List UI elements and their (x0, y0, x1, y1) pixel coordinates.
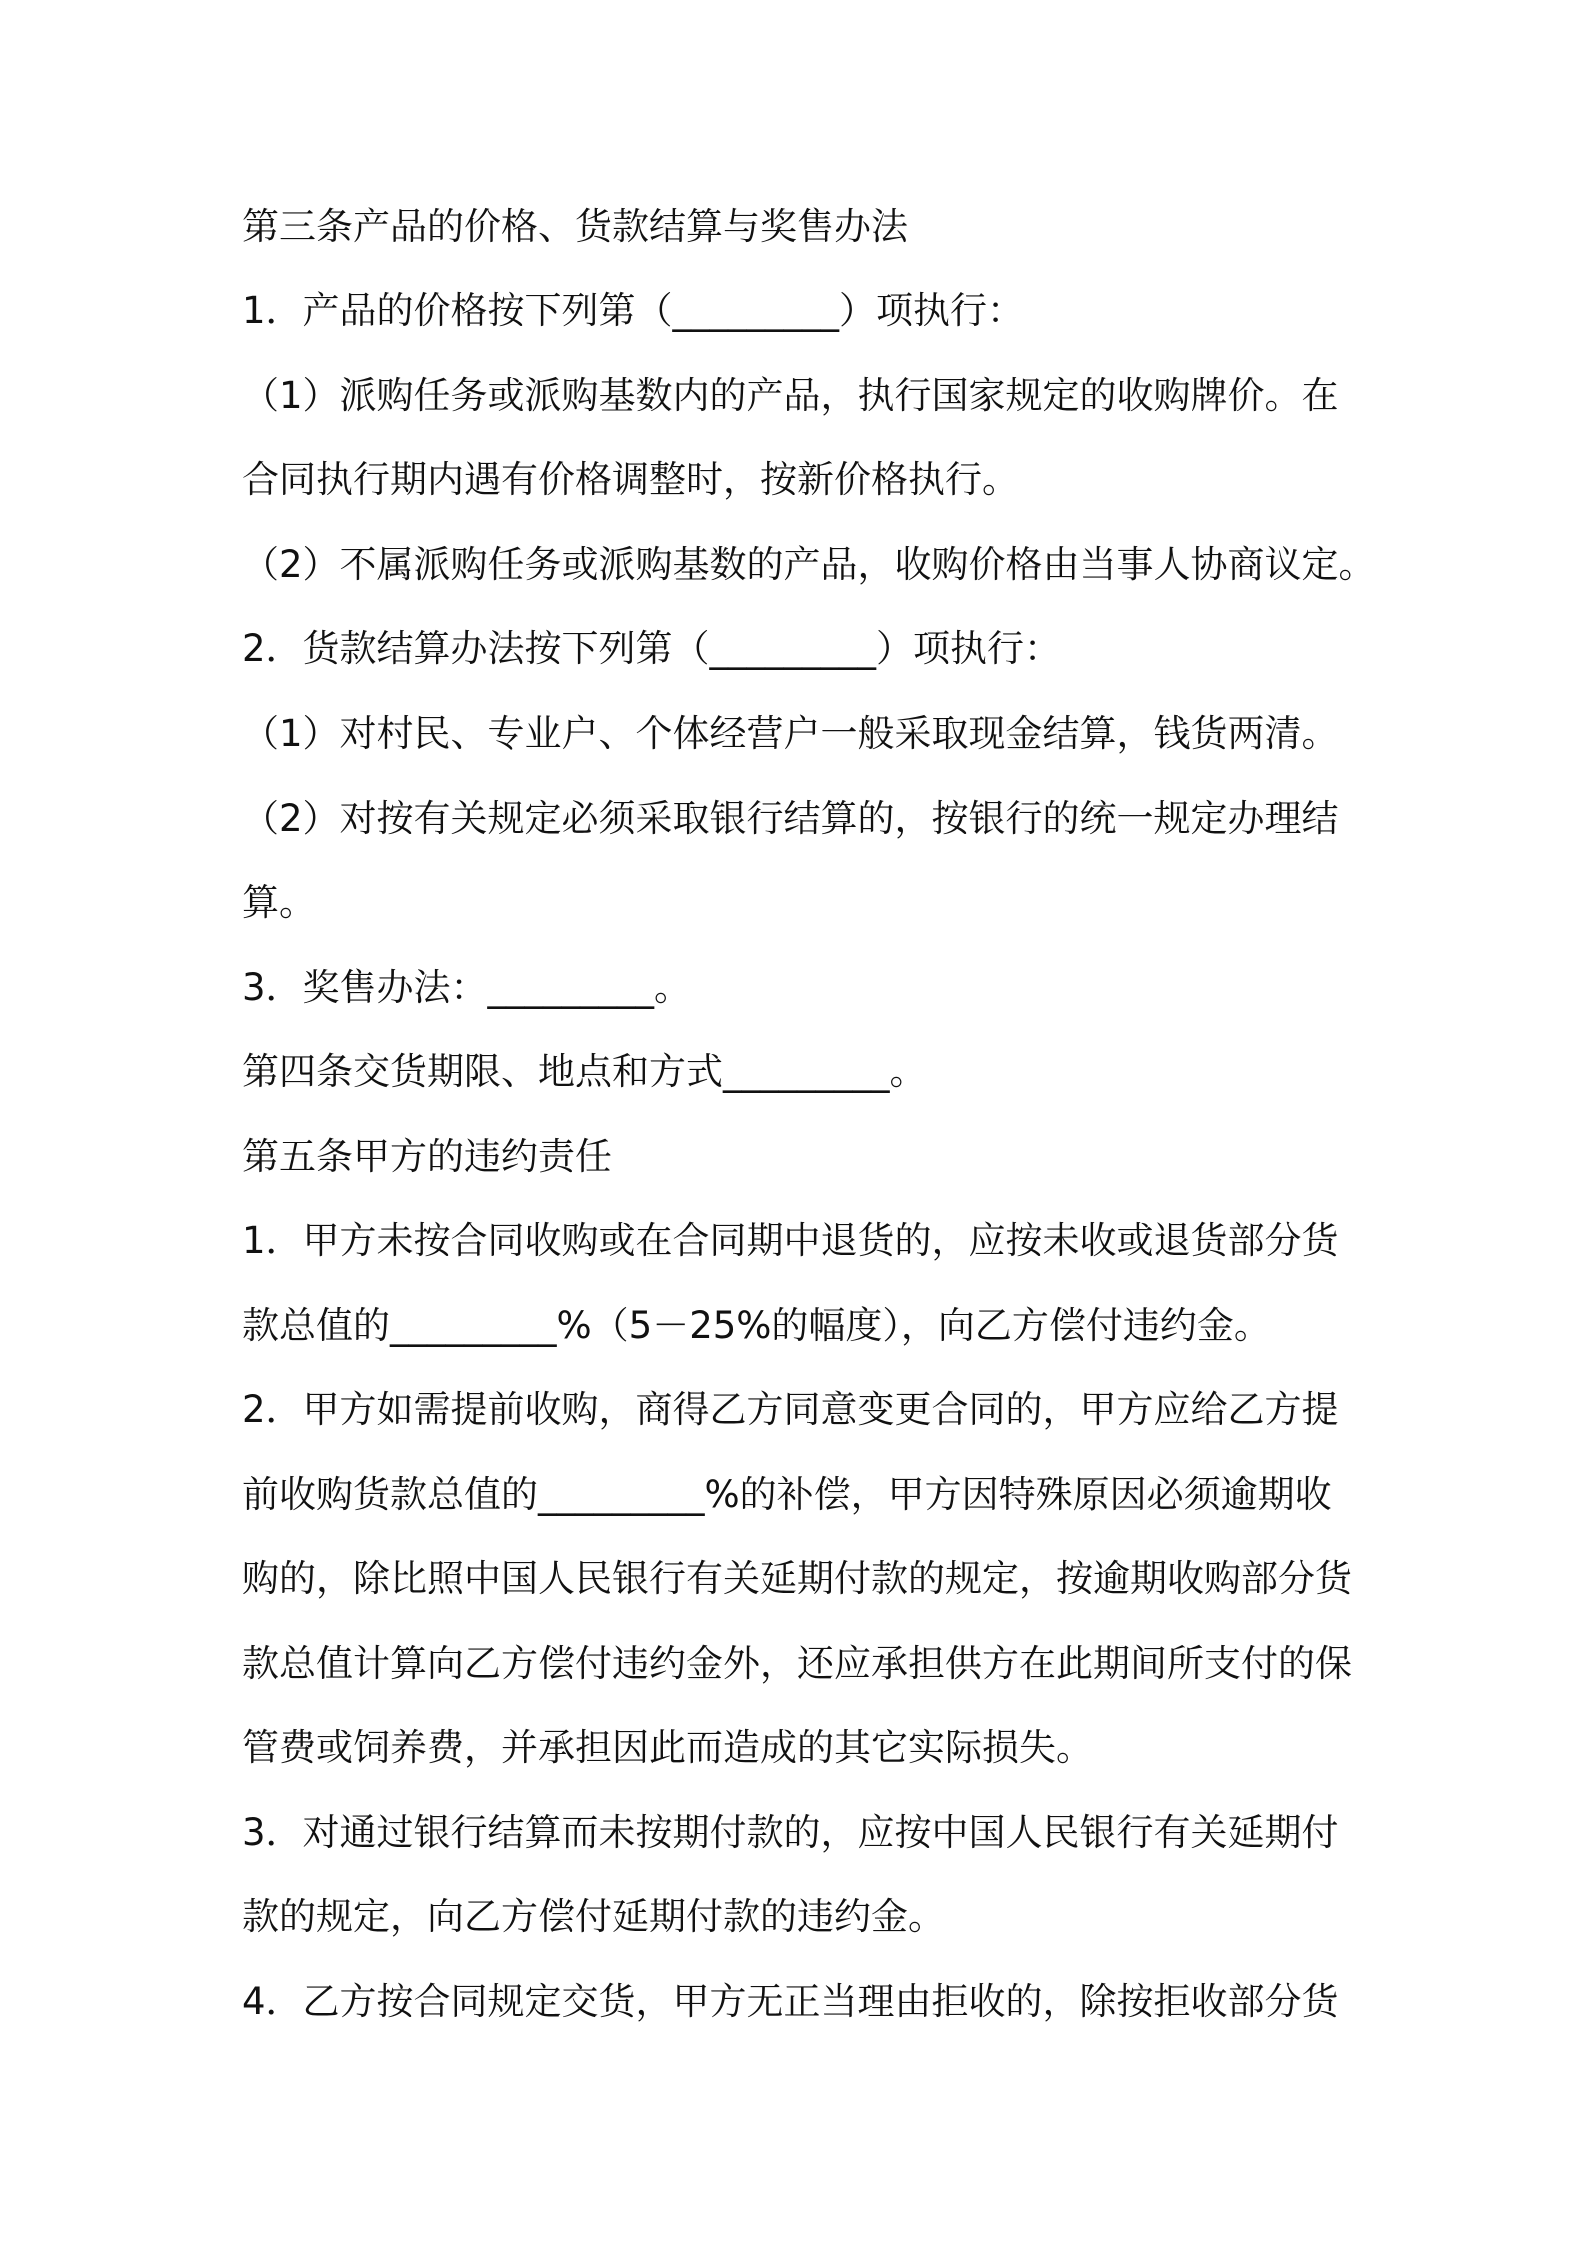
clause-5-2: 2．甲方如需提前收购，商得乙方同意变更合同的，甲方应给乙方提 (242, 1388, 1339, 1431)
clause-5-2-cont-4: 管费或饲养费，并承担因此而造成的其它实际损失。 (242, 1726, 1093, 1769)
article-5-heading: 第五条甲方的违约责任 (242, 1135, 612, 1178)
clause-5-1: 1．甲方未按合同收购或在合同期中退货的，应按未收或退货部分货 (242, 1219, 1339, 1262)
clause-3-1: 1．产品的价格按下列第（_________）项执行： (242, 289, 1025, 332)
clause-5-3-cont: 款的规定，向乙方偿付延期付款的违约金。 (242, 1895, 945, 1938)
clause-5-3: 3．对通过银行结算而未按期付款的，应按中国人民银行有关延期付 (242, 1811, 1339, 1854)
clause-3-2-item-1: （1）对村民、专业户、个体经营户一般采取现金结算，钱货两清。 (242, 712, 1339, 755)
clause-3-3: 3．奖售办法：_________。 (242, 966, 692, 1009)
clause-5-4: 4．乙方按合同规定交货，甲方无正当理由拒收的，除按拒收部分货 (242, 1980, 1339, 2023)
article-4-heading: 第四条交货期限、地点和方式_________。 (242, 1050, 927, 1093)
clause-3-1-item-1: （1）派购任务或派购基数内的产品，执行国家规定的收购牌价。在 (242, 374, 1339, 417)
clause-3-2-item-2: （2）对按有关规定必须采取银行结算的，按银行的统一规定办理结 (242, 797, 1339, 840)
article-3-heading: 第三条产品的价格、货款结算与奖售办法 (242, 205, 908, 248)
clause-5-2-cont-1: 前收购货款总值的_________%的补偿，甲方因特殊原因必须逾期收 (242, 1473, 1332, 1516)
clause-3-1-item-2: （2）不属派购任务或派购基数的产品，收购价格由当事人协商议定。 (242, 543, 1376, 586)
clause-5-2-cont-3: 款总值计算向乙方偿付违约金外，还应承担供方在此期间所支付的保 (242, 1642, 1352, 1685)
clause-5-1-cont: 款总值的_________%（5－25%的幅度），向乙方偿付违约金。 (242, 1304, 1271, 1347)
clause-3-2: 2．货款结算办法按下列第（_________）项执行： (242, 627, 1062, 670)
clause-3-2-item-2-cont: 算。 (242, 881, 316, 924)
clause-5-2-cont-2: 购的，除比照中国人民银行有关延期付款的规定，按逾期收购部分货 (242, 1557, 1352, 1600)
clause-3-1-item-1-cont: 合同执行期内遇有价格调整时，按新价格执行。 (242, 458, 1019, 501)
